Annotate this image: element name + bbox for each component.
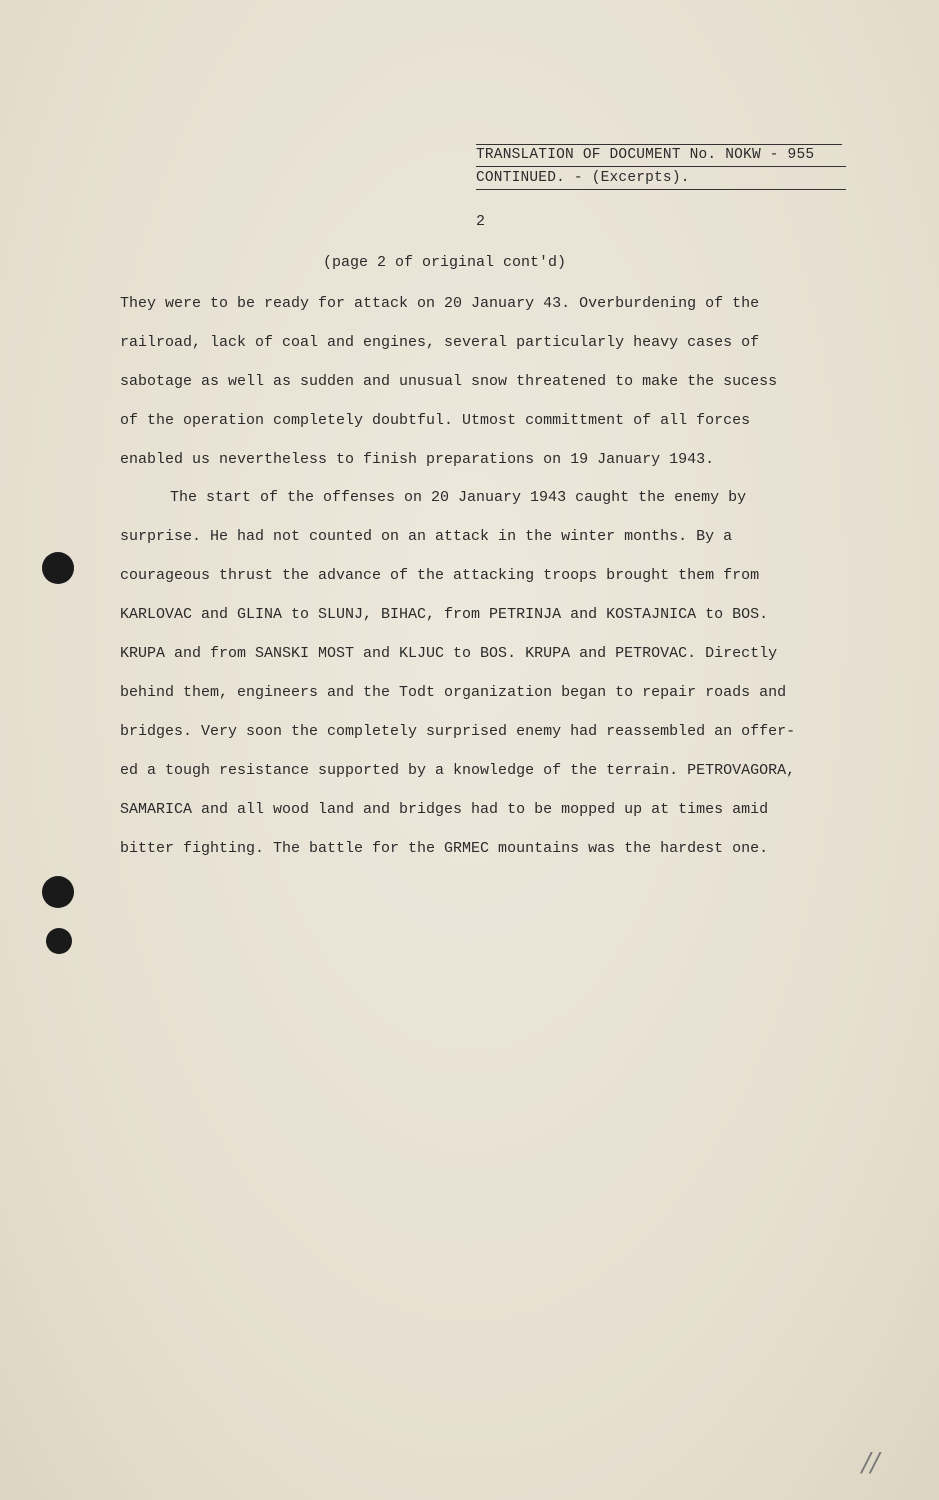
text-line: surprise. He had not counted on an attack in the winter months. By a: [120, 528, 733, 545]
document-header: [476, 140, 846, 190]
text-line: The start of the offenses on 20 January 1943 caught the enemy by: [170, 489, 747, 506]
text-line: SAMARICA and all wood land and bridges had to be mopped up at times amid: [120, 801, 769, 818]
text-line: bridges. Very soon the completely surprised enemy had reassembled an offer-: [120, 723, 796, 740]
text-line: sabotage as well as sudden and unusual snow threatened to make the sucess: [120, 373, 778, 390]
paragraph-1: [120, 284, 860, 479]
text-line: bitter fighting. The battle for the GRMEC mountains was the hardest one.: [120, 840, 769, 857]
original-page-reference: (page 2 of original cont'd): [323, 254, 567, 271]
text-line: courageous thrust the advance of the attacking troops brought them from: [120, 567, 760, 584]
text-line: KRUPA and from SANSKI MOST and KLJUC to BOS. KRUPA and PETROVAC. Directly: [120, 645, 778, 662]
paragraph-2: [120, 478, 860, 868]
header-subtitle: CONTINUED. - (Excerpts).: [476, 167, 846, 190]
punch-hole: [42, 876, 74, 908]
punch-hole: [46, 928, 72, 954]
handwritten-margin-mark: //: [862, 1448, 880, 1478]
text-line: behind them, engineers and the Todt organization began to repair roads and: [120, 684, 787, 701]
text-line: enabled us nevertheless to finish preparations on 19 January 1943.: [120, 451, 715, 468]
text-line: of the operation completely doubtful. Utmost committment of all forces: [120, 412, 751, 429]
text-line: railroad, lack of coal and engines, several particularly heavy cases of: [120, 334, 760, 351]
text-line: ed a tough resistance supported by a knowledge of the terrain. PETROVAGORA,: [120, 762, 796, 779]
text-line: KARLOVAC and GLINA to SLUNJ, BIHAC, from PETRINJA and KOSTAJNICA to BOS.: [120, 606, 769, 623]
page-number: 2: [476, 213, 486, 230]
header-title: TRANSLATION OF DOCUMENT No. NOKW - 955: [476, 140, 846, 167]
punch-hole: [42, 552, 74, 584]
text-line: They were to be ready for attack on 20 January 43. Overburdening of the: [120, 295, 760, 312]
